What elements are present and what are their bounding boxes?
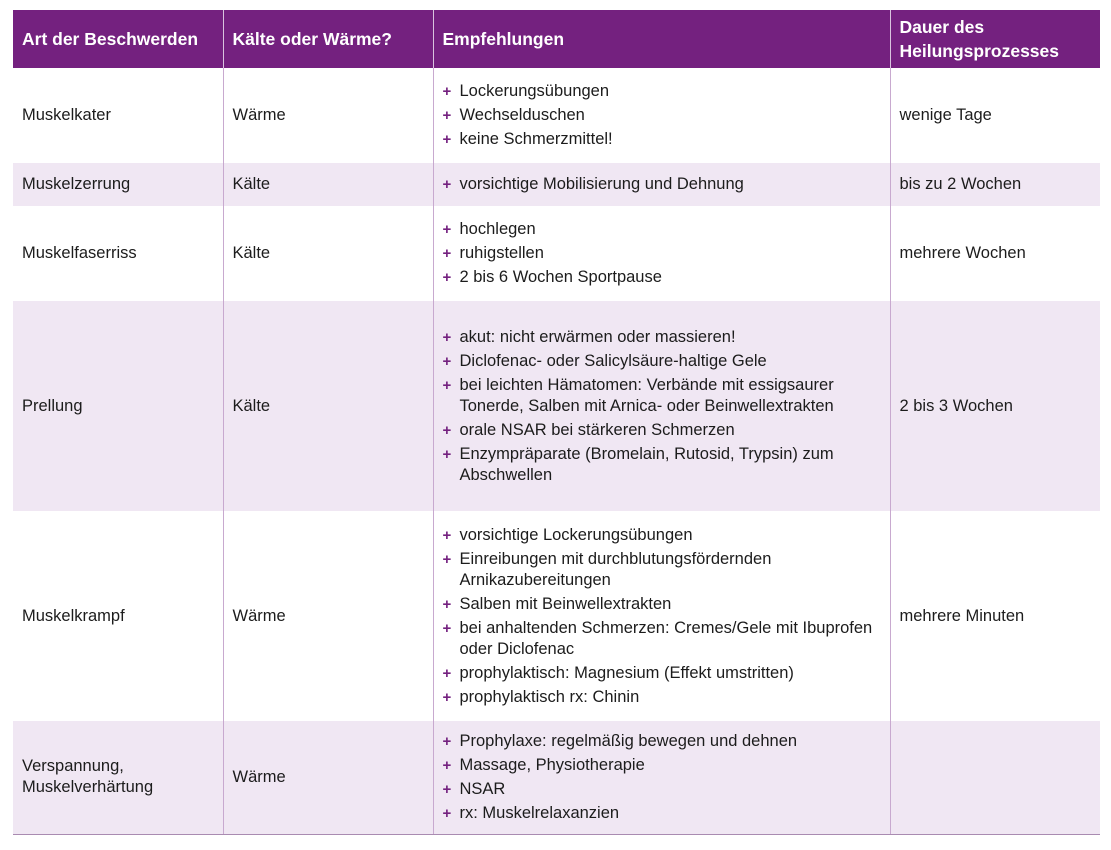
recommendation-item (443, 129, 881, 150)
complaint-cell: Verspannung, Muskelverhärtung (13, 721, 223, 834)
recommendations-cell (433, 721, 890, 834)
recommendation-text: keine Schmerzmittel! (459, 130, 613, 148)
plus-bullet-icon: + (442, 526, 452, 544)
recommendations-cell (433, 206, 890, 301)
complaints-table-container (13, 10, 1100, 835)
recommendation-text: prophylaktisch: Magnesium (Effekt umstritten) (459, 663, 794, 682)
plus-bullet-icon: + (442, 176, 452, 193)
table-row (13, 301, 1100, 511)
plus-bullet-icon: + (442, 804, 452, 822)
complaint-cell: Muskelkater (13, 68, 223, 163)
recommendation-text: vorsichtige Lockerungsübungen (459, 525, 693, 544)
plus-bullet-icon: + (442, 221, 452, 238)
duration-cell: mehrere Minuten (890, 511, 1100, 721)
header-duration: Dauer des Heilungsprozesses (890, 10, 1100, 68)
recommendation-text: Diclofenac- oder Salicylsäure-haltige Gele (459, 351, 767, 370)
header-recommendations: Empfehlungen (433, 10, 890, 68)
plus-bullet-icon: + (442, 664, 452, 682)
recommendation-item (443, 327, 881, 348)
recommendation-item (443, 105, 881, 126)
recommendation-item (443, 618, 881, 660)
recommendation-item (443, 755, 881, 776)
recommendation-list (443, 327, 881, 486)
recommendation-text: Einreibungen mit durchblutungsfördernden Arnikazubereitungen (459, 549, 772, 589)
recommendation-list (443, 81, 881, 150)
recommendation-item (443, 444, 881, 486)
plus-bullet-icon: + (442, 550, 452, 568)
recommendation-text: hochlegen (459, 220, 536, 238)
complaint-cell: Prellung (13, 301, 223, 511)
recommendation-text: 2 bis 6 Wochen Sportpause (459, 268, 662, 286)
duration-cell: mehrere Wochen (890, 206, 1100, 301)
plus-bullet-icon: + (442, 595, 452, 613)
recommendations-cell (433, 511, 890, 721)
complaint-cell: Muskelkrampf (13, 511, 223, 721)
plus-bullet-icon: + (442, 421, 452, 439)
recommendation-text: bei anhaltenden Schmerzen: Cremes/Gele mit Ibuprofen oder Diclofenac (459, 618, 873, 658)
recommendation-text: orale NSAR bei stärkeren Schmerzen (459, 420, 735, 439)
recommendation-list (443, 525, 881, 708)
therapy-cell: Wärme (223, 68, 433, 163)
recommendation-text: rx: Muskelrelaxanzien (459, 803, 620, 822)
plus-bullet-icon: + (442, 376, 452, 394)
recommendation-item (443, 803, 881, 824)
table-row (13, 68, 1100, 163)
plus-bullet-icon: + (442, 732, 452, 750)
plus-bullet-icon: + (442, 131, 452, 148)
recommendation-item (443, 549, 881, 591)
table-header (13, 10, 1100, 68)
therapy-cell: Wärme (223, 511, 433, 721)
recommendation-item (443, 174, 881, 195)
table-body (13, 68, 1100, 834)
recommendation-text: prophylaktisch rx: Chinin (459, 687, 640, 706)
header-complaint: Art der Beschwerden (13, 10, 223, 68)
table-row (13, 206, 1100, 301)
recommendation-item (443, 687, 881, 708)
recommendation-item (443, 731, 881, 752)
recommendation-text: Wechselduschen (459, 106, 585, 124)
recommendation-text: Salben mit Beinwellextrakten (459, 594, 672, 613)
duration-cell: wenige Tage (890, 68, 1100, 163)
table-row (13, 511, 1100, 721)
recommendation-item (443, 420, 881, 441)
recommendation-item (443, 351, 881, 372)
recommendation-item (443, 375, 881, 417)
recommendation-item (443, 267, 881, 288)
duration-cell: bis zu 2 Wochen (890, 163, 1100, 206)
recommendation-text: NSAR (459, 779, 506, 798)
muscle-complaints-table (13, 10, 1100, 835)
recommendation-text: akut: nicht erwärmen oder massieren! (459, 327, 736, 346)
recommendations-cell (433, 301, 890, 511)
plus-bullet-icon: + (442, 619, 452, 637)
duration-cell (890, 721, 1100, 834)
recommendation-item (443, 594, 881, 615)
table-row (13, 721, 1100, 834)
therapy-cell: Wärme (223, 721, 433, 834)
recommendation-list (443, 174, 881, 195)
recommendation-list (443, 219, 881, 288)
recommendations-cell (433, 163, 890, 206)
recommendation-text: Lockerungsübungen (459, 82, 610, 100)
recommendation-list (443, 731, 881, 824)
therapy-cell: Kälte (223, 301, 433, 511)
plus-bullet-icon: + (442, 352, 452, 370)
recommendation-text: bei leichten Hämatomen: Verbände mit essigsaurer Tonerde, Salben mit Arnica- oder Beinwellextrakten (459, 375, 834, 415)
therapy-cell: Kälte (223, 163, 433, 206)
plus-bullet-icon: + (442, 688, 452, 706)
recommendation-item (443, 525, 881, 546)
recommendation-item (443, 663, 881, 684)
plus-bullet-icon: + (442, 445, 452, 463)
complaint-cell: Muskelfaserriss (13, 206, 223, 301)
recommendation-item (443, 243, 881, 264)
recommendation-text: Enzympräparate (Bromelain, Rutosid, Trypsin) zum Abschwellen (459, 444, 834, 484)
plus-bullet-icon: + (442, 328, 452, 346)
recommendation-item (443, 81, 881, 102)
plus-bullet-icon: + (442, 83, 452, 100)
recommendations-cell (433, 68, 890, 163)
recommendation-item (443, 219, 881, 240)
plus-bullet-icon: + (442, 756, 452, 774)
recommendation-text: Prophylaxe: regelmäßig bewegen und dehnen (459, 731, 798, 750)
recommendation-text: Massage, Physiotherapie (459, 755, 645, 774)
plus-bullet-icon: + (442, 780, 452, 798)
header-therapy: Kälte oder Wärme? (223, 10, 433, 68)
plus-bullet-icon: + (442, 269, 452, 286)
plus-bullet-icon: + (442, 245, 452, 262)
header-row (13, 10, 1100, 68)
duration-cell: 2 bis 3 Wochen (890, 301, 1100, 511)
plus-bullet-icon: + (442, 107, 452, 124)
recommendation-text: vorsichtige Mobilisierung und Dehnung (459, 175, 744, 193)
table-row (13, 163, 1100, 206)
recommendation-text: ruhigstellen (459, 244, 544, 262)
recommendation-item (443, 779, 881, 800)
complaint-cell: Muskelzerrung (13, 163, 223, 206)
therapy-cell: Kälte (223, 206, 433, 301)
